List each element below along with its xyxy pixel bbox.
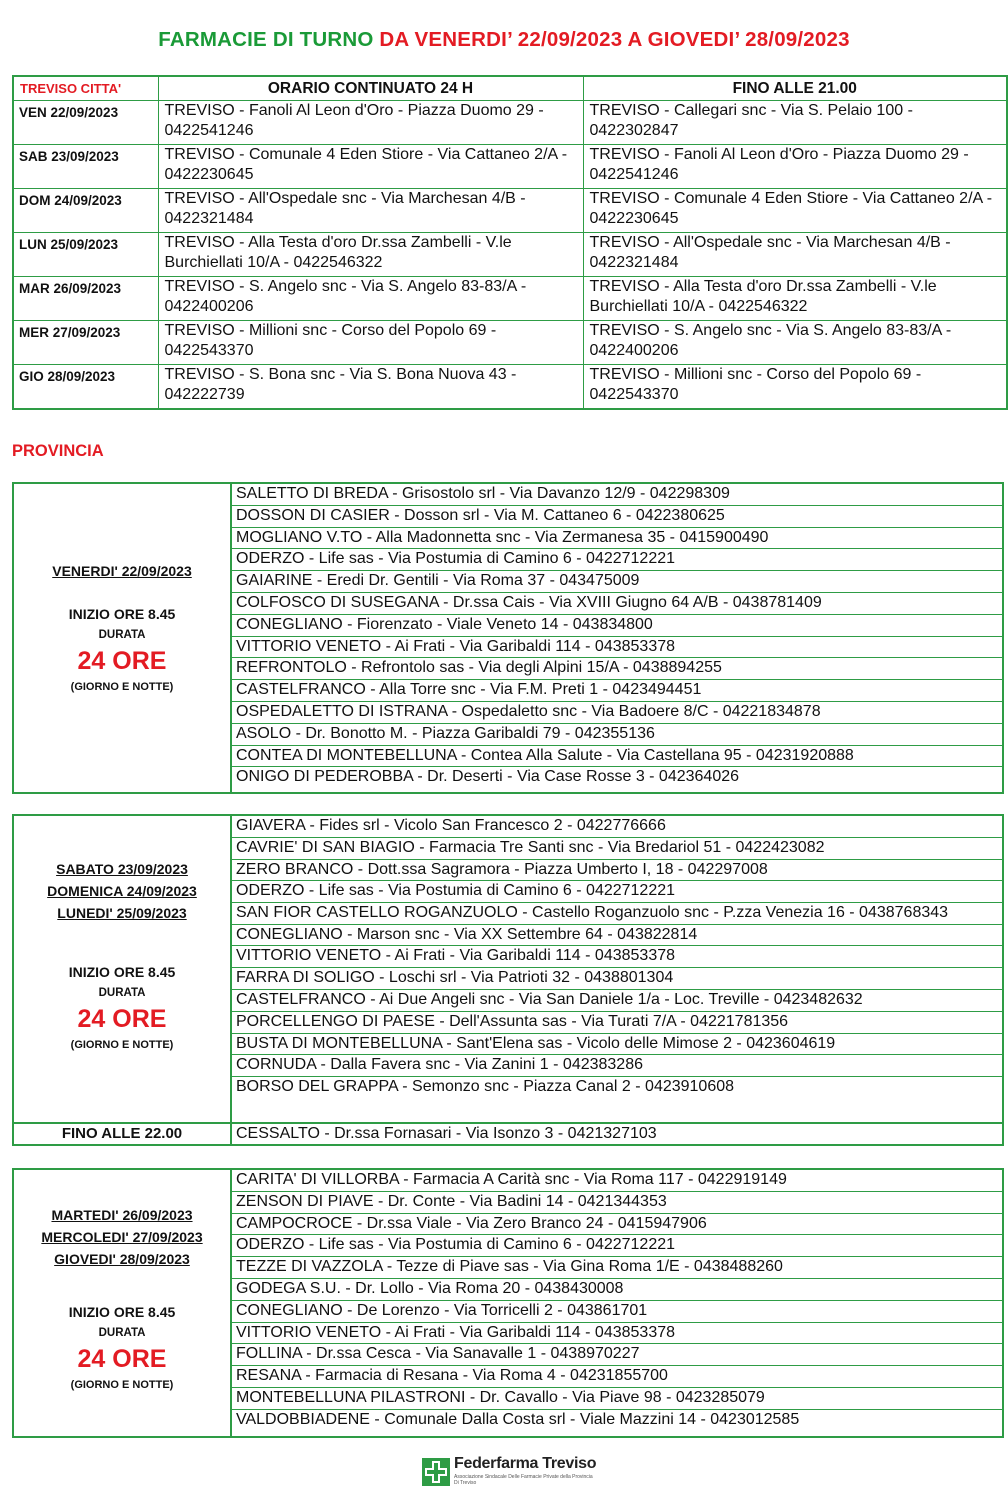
title-part2: DA VENERDI’ 22/09/2023 A GIOVEDI’ 28/09/2023 — [379, 28, 850, 51]
header-treviso-citta: TREVISO CITTA' — [13, 76, 158, 101]
pharmacy-item: SAN FIOR CASTELLO ROGANZUOLO - Castello Roganzuolo snc - P.zza Venezia 16 - 0438768343 — [232, 903, 1002, 925]
block-3-giorno-notte: (GIORNO E NOTTE) — [70, 1379, 174, 1391]
header-21: FINO ALLE 21.00 — [583, 76, 1007, 101]
h24-cell: TREVISO - S. Bona snc - Via S. Bona Nuova 43 - 042222739 — [158, 365, 583, 410]
pharmacy-item: ZENSON DI PIAVE - Dr. Conte - Via Badini 14 - 0421344353 — [232, 1192, 1002, 1214]
day-cell: SAB 23/09/2023 — [13, 145, 158, 189]
block-1-durata: DURATA — [98, 629, 146, 641]
block-1-date: VENERDI' 22/09/2023 — [52, 563, 192, 579]
pharmacy-item: CAVRIE' DI SAN BIAGIO - Farmacia Tre Santi snc - Via Bredariol 51 - 0422423082 — [232, 838, 1002, 860]
pharmacy-item: COLFOSCO DI SUSEGANA - Dr.ssa Cais - Via XVIII Giugno 64 A/B - 0438781409 — [232, 593, 1002, 615]
fino-22-label: FINO ALLE 22.00 — [14, 1124, 232, 1144]
block-2-date-1: SABATO 23/09/2023 — [56, 861, 188, 877]
pharmacy-item: RESANA - Farmacia di Resana - Via Roma 4 - 04231855700 — [232, 1366, 1002, 1388]
pharmacy-item: GODEGA S.U. - Dr. Lollo - Via Roma 20 - 0438430008 — [232, 1279, 1002, 1301]
pharmacy-item: ODERZO - Life sas - Via Postumia di Camino 6 - 0422712221 — [232, 881, 1002, 903]
provincia-block-1 — [12, 482, 1004, 794]
pharmacy-item: DOSSON DI CASIER - Dosson srl - Via M. Cattaneo 6 - 0422380625 — [232, 506, 1002, 528]
h24-cell: TREVISO - Comunale 4 Eden Stiore - Via Cattaneo 2/A - 0422230645 — [158, 145, 583, 189]
city-row — [13, 321, 1007, 365]
pharmacy-item: GAIARINE - Eredi Dr. Gentili - Via Roma 37 - 043475009 — [232, 571, 1002, 593]
block-3-ore: 24 ORE — [77, 1345, 167, 1373]
pharmacy-item: CARITA' DI VILLORBA - Farmacia A Carità snc - Via Roma 117 - 0422919149 — [232, 1170, 1002, 1192]
block-2-list — [232, 816, 1002, 1098]
pharmacy-item: ONIGO DI PEDEROBBA - Dr. Deserti - Via Case Rosse 3 - 042364026 — [236, 768, 740, 786]
h24-cell: TREVISO - Alla Testa d'oro Dr.ssa Zambelli - V.le Burchiellati 10/A - 0422546322 — [158, 233, 583, 277]
block-2-date-3: LUNEDI' 25/09/2023 — [57, 905, 187, 921]
block-2-info — [14, 816, 232, 1124]
title-part1: FARMACIE DI TURNO — [158, 28, 380, 51]
federfarma-cross-icon — [422, 1458, 450, 1486]
pharmacy-item: CONTEA DI MONTEBELLUNA - Contea Alla Salute - Via Castellana 95 - 04231920888 — [232, 746, 1002, 768]
block-2-inizio: INIZIO ORE 8.45 — [68, 964, 176, 980]
pharmacy-item: REFRONTOLO - Refrontolo sas - Via degli Alpini 15/A - 0438894255 — [232, 658, 1002, 680]
header-24h: ORARIO CONTINUATO 24 H — [158, 76, 583, 101]
city-row — [13, 145, 1007, 189]
block-2-durata: DURATA — [98, 987, 146, 999]
fino-22-row — [12, 1122, 1004, 1146]
pharmacy-item: FOLLINA - Dr.ssa Cesca - Via Sanavalle 1 - 0438970227 — [232, 1344, 1002, 1366]
block-1-giorno-notte: (GIORNO E NOTTE) — [70, 681, 174, 693]
city-row — [13, 101, 1007, 145]
provincia-block-3 — [12, 1168, 1004, 1438]
pharmacy-item: PORCELLENGO DI PAESE - Dell'Assunta sas - Via Turati 7/A - 04221781356 — [232, 1012, 1002, 1034]
pharmacy-item: FARRA DI SOLIGO - Loschi srl - Via Patrioti 32 - 0438801304 — [232, 968, 1002, 990]
pharmacy-item: VALDOBBIADENE - Comunale Dalla Costa srl - Viale Mazzini 14 - 0423012585 — [236, 1410, 800, 1428]
day-cell: VEN 22/09/2023 — [13, 101, 158, 145]
city-header-row — [13, 76, 1007, 101]
block-1-ore: 24 ORE — [77, 647, 167, 675]
pharmacy-item: TEZZE DI VAZZOLA - Tezze di Piave sas - Via Gina Roma 1/E - 0438488260 — [232, 1257, 1002, 1279]
block-1-list — [232, 484, 1002, 788]
city-row — [13, 365, 1007, 410]
block-3-info — [14, 1170, 232, 1436]
day-cell: GIO 28/09/2023 — [13, 365, 158, 410]
block-2-ore: 24 ORE — [77, 1005, 167, 1033]
h21-cell: TREVISO - All'Ospedale snc - Via Marchesan 4/B - 0422321484 — [583, 233, 1007, 277]
pharmacy-item: ODERZO - Life sas - Via Postumia di Camino 6 - 0422712221 — [232, 1235, 1002, 1257]
pharmacy-item: MONTEBELLUNA PILASTRONI - Dr. Cavallo - Via Piave 98 - 0423285079 — [232, 1388, 1002, 1410]
h21-cell: TREVISO - Callegari snc - Via S. Pelaio 100 - 0422302847 — [583, 101, 1007, 145]
federfarma-logo — [422, 1452, 602, 1490]
pharmacy-item: BORSO DEL GRAPPA - Semonzo snc - Piazza Canal 2 - 0423910608 — [236, 1078, 735, 1096]
pharmacy-item: ZERO BRANCO - Dott.ssa Sagramora - Piazza Umberto I, 18 - 042297008 — [232, 860, 1002, 882]
h24-cell: TREVISO - S. Angelo snc - Via S. Angelo 83-83/A - 0422400206 — [158, 277, 583, 321]
block-3-date-3: GIOVEDI' 28/09/2023 — [54, 1251, 190, 1267]
h24-cell: TREVISO - Fanoli Al Leon d'Oro - Piazza Duomo 29 - 0422541246 — [158, 101, 583, 145]
day-cell: MER 27/09/2023 — [13, 321, 158, 365]
h21-cell: TREVISO - Alla Testa d'oro Dr.ssa Zambelli - V.le Burchiellati 10/A - 0422546322 — [583, 277, 1007, 321]
pharmacy-item: ASOLO - Dr. Bonotto M. - Piazza Garibaldi 79 - 042355136 — [232, 724, 1002, 746]
pharmacy-item: CONEGLIANO - Marson snc - Via XX Settembre 64 - 043822814 — [232, 925, 1002, 947]
pharmacy-item: VITTORIO VENETO - Ai Frati - Via Garibaldi 114 - 043853378 — [232, 637, 1002, 659]
page-title — [0, 28, 1008, 52]
pharmacy-item: CONEGLIANO - De Lorenzo - Via Torricelli 2 - 043861701 — [232, 1301, 1002, 1323]
pharmacy-item: GIAVERA - Fides srl - Vicolo San Francesco 2 - 0422776666 — [232, 816, 1002, 838]
h24-cell: TREVISO - All'Ospedale snc - Via Marchesan 4/B - 0422321484 — [158, 189, 583, 233]
pharmacy-item: VITTORIO VENETO - Ai Frati - Via Garibaldi 114 - 043853378 — [232, 1323, 1002, 1345]
h21-cell: TREVISO - Millioni snc - Corso del Popolo 69 - 0422543370 — [583, 365, 1007, 410]
pharmacy-item: SALETTO DI BREDA - Grisostolo srl - Via Davanzo 12/9 - 042298309 — [232, 484, 1002, 506]
block-3-date-2: MERCOLEDI' 27/09/2023 — [41, 1229, 203, 1245]
block-2-date-2: DOMENICA 24/09/2023 — [47, 883, 197, 899]
day-cell: MAR 26/09/2023 — [13, 277, 158, 321]
city-row — [13, 189, 1007, 233]
city-row — [13, 233, 1007, 277]
city-row — [13, 277, 1007, 321]
h21-cell: TREVISO - Comunale 4 Eden Stiore - Via Cattaneo 2/A - 0422230645 — [583, 189, 1007, 233]
logo-subtitle: Associazione Sindacale Delle Farmacie Private della Provincia Di Treviso — [454, 1474, 593, 1486]
pharmacy-item: VITTORIO VENETO - Ai Frati - Via Garibaldi 114 - 043853378 — [232, 946, 1002, 968]
pharmacy-item: CAMPOCROCE - Dr.ssa Viale - Via Zero Branco 24 - 0415947906 — [232, 1214, 1002, 1236]
pharmacy-item: BUSTA DI MONTEBELLUNA - Sant'Elena sas - Vicolo delle Mimose 2 - 0423604619 — [232, 1034, 1002, 1056]
block-2-giorno-notte: (GIORNO E NOTTE) — [70, 1039, 174, 1051]
provincia-label: PROVINCIA — [12, 442, 104, 460]
h21-cell: TREVISO - Fanoli Al Leon d'Oro - Piazza Duomo 29 - 0422541246 — [583, 145, 1007, 189]
pharmacy-item: ODERZO - Life sas - Via Postumia di Camino 6 - 0422712221 — [232, 549, 1002, 571]
pharmacy-item: CASTELFRANCO - Alla Torre snc - Via F.M. Preti 1 - 0423494451 — [232, 680, 1002, 702]
h21-cell: TREVISO - S. Angelo snc - Via S. Angelo 83-83/A - 0422400206 — [583, 321, 1007, 365]
block-3-date-1: MARTEDI' 26/09/2023 — [51, 1207, 193, 1223]
day-cell: DOM 24/09/2023 — [13, 189, 158, 233]
provincia-block-2 — [12, 814, 1004, 1124]
pharmacy-item: OSPEDALETTO DI ISTRANA - Ospedaletto snc - Via Badoere 8/C - 04221834878 — [232, 702, 1002, 724]
block-1-info — [14, 484, 232, 792]
block-3-inizio: INIZIO ORE 8.45 — [68, 1304, 176, 1320]
pharmacy-item: CORNUDA - Dalla Favera snc - Via Zanini 1 - 042383286 — [232, 1055, 1002, 1077]
pharmacy-item: CASTELFRANCO - Ai Due Angeli snc - Via San Daniele 1/a - Loc. Treville - 0423482632 — [232, 990, 1002, 1012]
pharmacy-item: MOGLIANO V.TO - Alla Madonnetta snc - Via Zermanesa 35 - 0415900490 — [232, 528, 1002, 550]
fino-22-item: CESSALTO - Dr.ssa Fornasari - Via Isonzo 3 - 0421327103 — [236, 1125, 657, 1142]
logo-name: Federfarma Treviso — [454, 1455, 597, 1472]
block-3-list — [232, 1170, 1002, 1431]
h24-cell: TREVISO - Millioni snc - Corso del Popolo 69 - 0422543370 — [158, 321, 583, 365]
block-1-inizio: INIZIO ORE 8.45 — [68, 606, 176, 622]
pharmacy-item: CONEGLIANO - Fiorenzato - Viale Veneto 14 - 043834800 — [232, 615, 1002, 637]
city-table — [12, 75, 1008, 410]
day-cell: LUN 25/09/2023 — [13, 233, 158, 277]
block-3-durata: DURATA — [98, 1327, 146, 1339]
